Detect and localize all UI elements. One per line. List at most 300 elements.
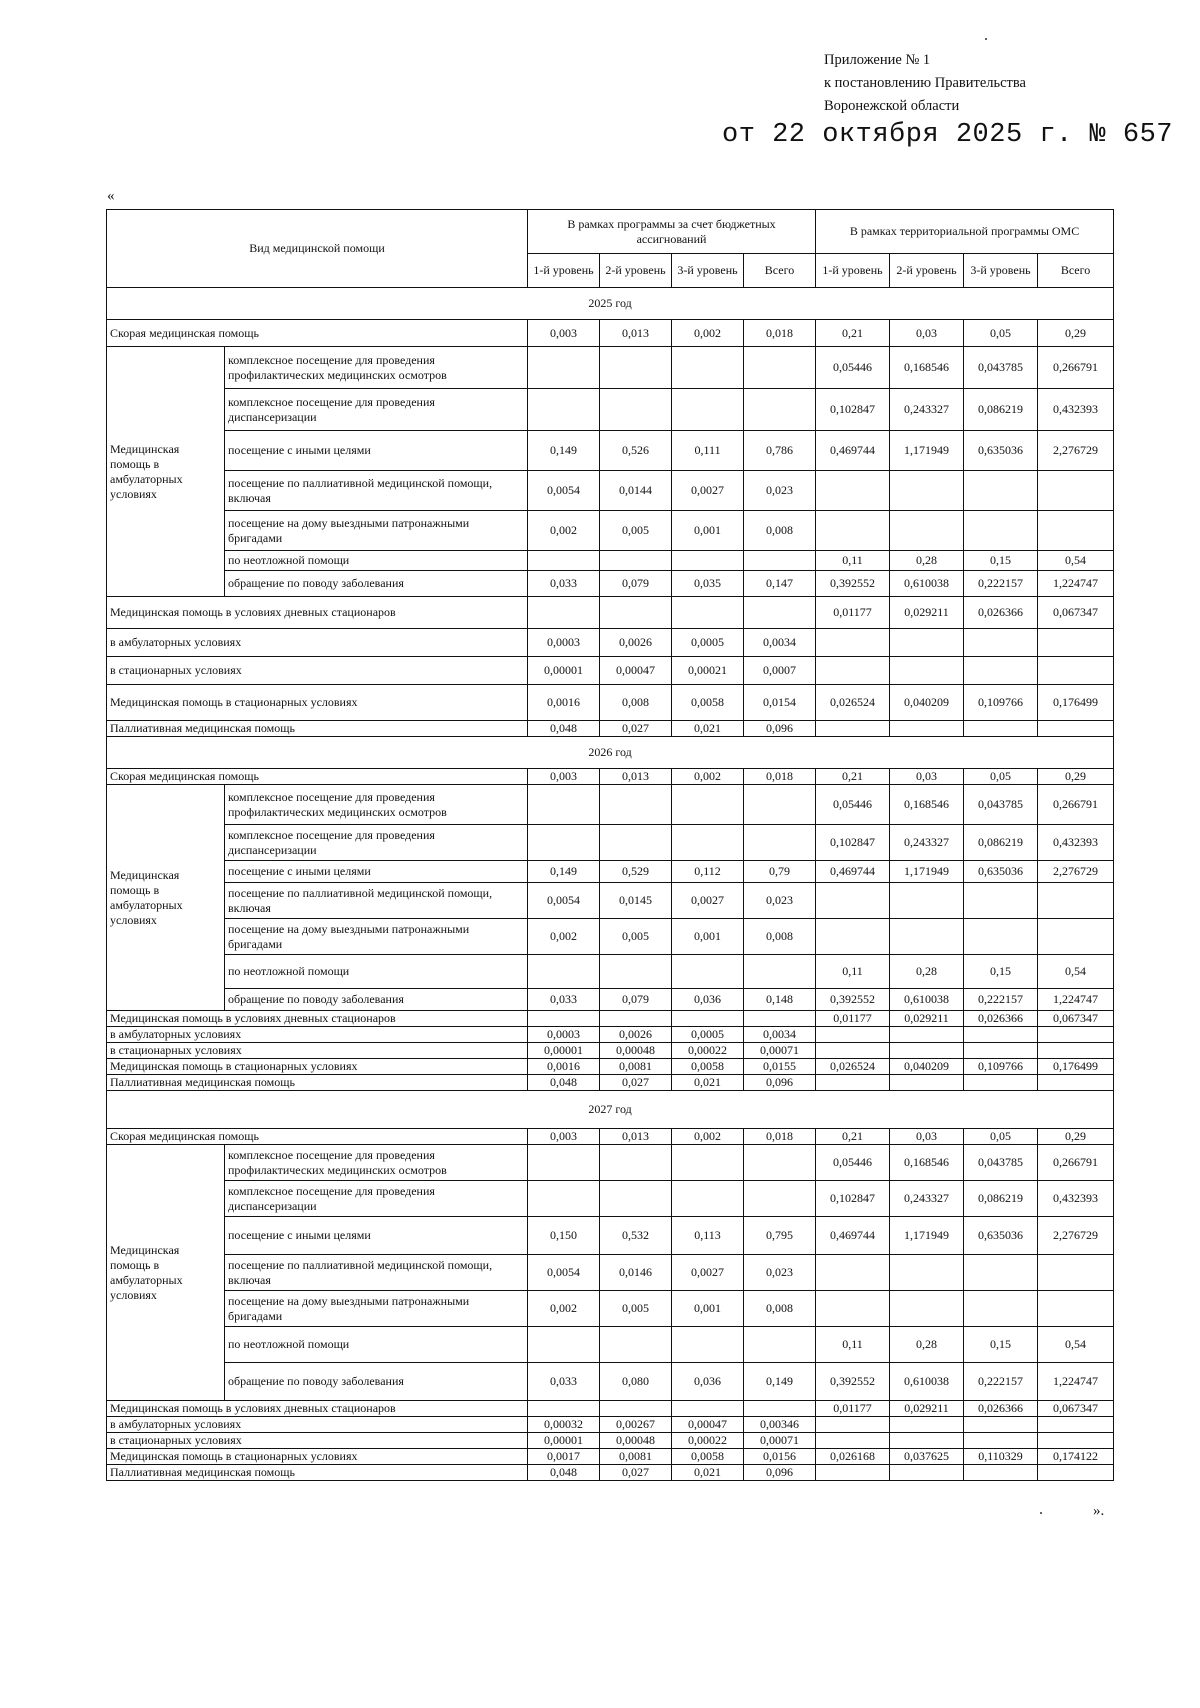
value-cell — [890, 1433, 964, 1449]
table-row — [107, 785, 1114, 825]
value-cell: 0,610038 — [890, 1363, 964, 1401]
value-cell: 0,035 — [672, 571, 744, 597]
value-cell — [964, 721, 1038, 737]
value-cell: 0,043785 — [964, 1145, 1038, 1181]
value-cell: 0,003 — [528, 769, 600, 785]
table-row — [107, 629, 1114, 657]
value-cell — [600, 347, 672, 389]
value-cell: 0,021 — [672, 721, 744, 737]
value-cell: 0,110329 — [964, 1449, 1038, 1465]
value-cell: 0,176499 — [1038, 685, 1114, 721]
row-label-day-inpatient: в стационарных условиях — [107, 1043, 528, 1059]
value-cell: 0,036 — [672, 1363, 744, 1401]
value-cell — [672, 347, 744, 389]
value-cell: 0,0034 — [744, 629, 816, 657]
value-cell — [816, 1043, 890, 1059]
table-row — [107, 1145, 1114, 1181]
value-cell: 0,086219 — [964, 825, 1038, 861]
table-row — [107, 989, 1114, 1011]
value-cell: 0,29 — [1038, 320, 1114, 347]
value-cell: 0,0081 — [600, 1449, 672, 1465]
value-cell: 0,002 — [672, 320, 744, 347]
value-cell — [600, 389, 672, 431]
value-cell — [672, 1327, 744, 1363]
value-cell: 0,080 — [600, 1363, 672, 1401]
row-label-inpatient: Медицинская помощь в стационарных условиях — [107, 1449, 528, 1465]
row-label-day-stationary: Медицинская помощь в условиях дневных стационаров — [107, 1011, 528, 1027]
value-cell — [964, 919, 1038, 955]
value-cell: 0,013 — [600, 1129, 672, 1145]
row-label-outpatient: посещение по паллиативной медицинской помощи, включая — [225, 883, 528, 919]
value-cell — [600, 1145, 672, 1181]
value-cell: 0,54 — [1038, 551, 1114, 571]
value-cell: 0,00022 — [672, 1043, 744, 1059]
row-label-outpatient: посещение на дому выездными патронажными бригадами — [225, 1291, 528, 1327]
value-cell: 0,018 — [744, 1129, 816, 1145]
value-cell: 0,002 — [528, 511, 600, 551]
value-cell: 0,002 — [528, 919, 600, 955]
value-cell: 0,112 — [672, 861, 744, 883]
value-cell: 0,027 — [600, 721, 672, 737]
value-cell — [1038, 629, 1114, 657]
value-cell — [964, 1417, 1038, 1433]
row-label-day-stationary: Медицинская помощь в условиях дневных стационаров — [107, 597, 528, 629]
value-cell — [964, 883, 1038, 919]
value-cell — [964, 629, 1038, 657]
value-cell — [672, 389, 744, 431]
value-cell: 0,026366 — [964, 1011, 1038, 1027]
table-row — [107, 1291, 1114, 1327]
row-group-outpatient: Медицинская помощь в амбулаторных условиях — [107, 1145, 225, 1401]
table-row — [107, 1401, 1114, 1417]
value-cell: 0,0155 — [744, 1059, 816, 1075]
value-cell: 0,222157 — [964, 1363, 1038, 1401]
row-label-outpatient: обращение по поводу заболевания — [225, 989, 528, 1011]
value-cell: 0,113 — [672, 1217, 744, 1255]
value-cell: 0,033 — [528, 571, 600, 597]
table-row — [107, 347, 1114, 389]
table-row — [107, 657, 1114, 685]
volume-table — [106, 209, 1114, 1481]
value-cell — [744, 1401, 816, 1417]
table-row — [107, 551, 1114, 571]
value-cell: 1,224747 — [1038, 571, 1114, 597]
value-cell: 0,003 — [528, 320, 600, 347]
table-row — [107, 1129, 1114, 1145]
value-cell — [1038, 1433, 1114, 1449]
value-cell: 0,029211 — [890, 1011, 964, 1027]
row-label-outpatient: комплексное посещение для проведения профилактических медицинских осмотров — [225, 347, 528, 389]
row-label-outpatient: по неотложной помощи — [225, 551, 528, 571]
value-cell: 0,635036 — [964, 861, 1038, 883]
value-cell: 0,0027 — [672, 471, 744, 511]
value-cell: 0,0016 — [528, 685, 600, 721]
value-cell: 0,635036 — [964, 1217, 1038, 1255]
value-cell — [890, 1417, 964, 1433]
appendix-resolution: к постановлению Правительства — [824, 75, 1026, 91]
decree-date-number: от 22 октября 2025 г. № 657 — [722, 120, 1173, 150]
value-cell — [744, 825, 816, 861]
value-cell: 0,148 — [744, 989, 816, 1011]
value-cell: 0,048 — [528, 1075, 600, 1091]
value-cell — [816, 1465, 890, 1481]
appendix-region: Воронежской области — [824, 98, 960, 114]
value-cell: 0,040209 — [890, 685, 964, 721]
value-cell: 0,05446 — [816, 785, 890, 825]
value-cell — [672, 551, 744, 571]
value-cell: 0,11 — [816, 955, 890, 989]
value-cell: 1,224747 — [1038, 1363, 1114, 1401]
value-cell: 0,222157 — [964, 571, 1038, 597]
value-cell: 0,021 — [672, 1075, 744, 1091]
row-label-outpatient: комплексное посещение для проведения профилактических медицинских осмотров — [225, 1145, 528, 1181]
value-cell: 0,003 — [528, 1129, 600, 1145]
value-cell: 0,096 — [744, 721, 816, 737]
table-row — [107, 1043, 1114, 1059]
value-cell — [744, 1011, 816, 1027]
row-label-ambulance: Скорая медицинская помощь — [107, 769, 528, 785]
value-cell — [672, 1145, 744, 1181]
value-cell — [1038, 919, 1114, 955]
value-cell — [528, 347, 600, 389]
value-cell: 0,05446 — [816, 347, 890, 389]
value-cell: 0,043785 — [964, 347, 1038, 389]
value-cell: 0,0081 — [600, 1059, 672, 1075]
table-row — [107, 1363, 1114, 1401]
value-cell: 0,168546 — [890, 785, 964, 825]
value-cell — [528, 597, 600, 629]
value-cell: 0,05 — [964, 769, 1038, 785]
table-row — [107, 769, 1114, 785]
table-row — [107, 431, 1114, 471]
value-cell — [964, 1465, 1038, 1481]
value-cell — [528, 955, 600, 989]
table-row — [107, 1433, 1114, 1449]
value-cell: 0,149 — [744, 1363, 816, 1401]
table-row — [107, 1255, 1114, 1291]
value-cell: 0,05 — [964, 1129, 1038, 1145]
value-cell — [528, 825, 600, 861]
row-group-outpatient: Медицинская помощь в амбулаторных условиях — [107, 347, 225, 597]
value-cell: 0,11 — [816, 1327, 890, 1363]
value-cell: 0,392552 — [816, 989, 890, 1011]
table-row — [107, 1181, 1114, 1217]
value-cell — [816, 883, 890, 919]
value-cell — [672, 785, 744, 825]
value-cell — [964, 657, 1038, 685]
value-cell: 0,243327 — [890, 825, 964, 861]
value-cell: 0,05 — [964, 320, 1038, 347]
value-cell — [816, 1075, 890, 1091]
value-cell: 0,027 — [600, 1075, 672, 1091]
value-cell: 0,28 — [890, 1327, 964, 1363]
value-cell: 0,79 — [744, 861, 816, 883]
value-cell: 0,002 — [528, 1291, 600, 1327]
value-cell: 0,027 — [600, 1465, 672, 1481]
value-cell: 0,176499 — [1038, 1059, 1114, 1075]
value-cell — [672, 825, 744, 861]
value-cell: 0,795 — [744, 1217, 816, 1255]
value-cell — [1038, 471, 1114, 511]
value-cell — [1038, 1417, 1114, 1433]
value-cell: 0,037625 — [890, 1449, 964, 1465]
value-cell: 1,171949 — [890, 861, 964, 883]
value-cell: 0,21 — [816, 1129, 890, 1145]
value-cell: 0,00071 — [744, 1043, 816, 1059]
value-cell: 0,029211 — [890, 597, 964, 629]
value-cell — [600, 597, 672, 629]
table-row — [107, 721, 1114, 737]
table-row — [107, 685, 1114, 721]
table-row — [107, 1059, 1114, 1075]
row-label-ambulance: Скорая медицинская помощь — [107, 320, 528, 347]
value-cell: 0,001 — [672, 919, 744, 955]
value-cell — [744, 1181, 816, 1217]
value-cell: 0,21 — [816, 769, 890, 785]
value-cell — [816, 511, 890, 551]
value-cell: 2,276729 — [1038, 431, 1114, 471]
value-cell: 0,00047 — [672, 1417, 744, 1433]
value-cell — [964, 1043, 1038, 1059]
value-cell: 0,00048 — [600, 1043, 672, 1059]
value-cell — [1038, 721, 1114, 737]
row-label-outpatient: посещение по паллиативной медицинской помощи, включая — [225, 471, 528, 511]
value-cell — [964, 471, 1038, 511]
value-cell — [816, 471, 890, 511]
table-row — [107, 1465, 1114, 1481]
value-cell: 0,0054 — [528, 1255, 600, 1291]
value-cell: 2,276729 — [1038, 861, 1114, 883]
value-cell — [528, 1327, 600, 1363]
value-cell — [672, 1181, 744, 1217]
value-cell — [528, 1181, 600, 1217]
value-cell: 0,532 — [600, 1217, 672, 1255]
value-cell: 0,0156 — [744, 1449, 816, 1465]
row-label-day-inpatient: в стационарных условиях — [107, 1433, 528, 1449]
value-cell: 0,28 — [890, 551, 964, 571]
row-label-outpatient: комплексное посещение для проведения профилактических медицинских осмотров — [225, 785, 528, 825]
value-cell: 0,033 — [528, 1363, 600, 1401]
value-cell: 0,0016 — [528, 1059, 600, 1075]
value-cell: 0,111 — [672, 431, 744, 471]
value-cell — [1038, 1075, 1114, 1091]
value-cell: 0,109766 — [964, 685, 1038, 721]
header-budget-total: Всего — [744, 254, 816, 288]
value-cell: 0,00047 — [600, 657, 672, 685]
value-cell: 0,0003 — [528, 629, 600, 657]
row-label-outpatient: посещение с иными целями — [225, 431, 528, 471]
value-cell: 0,0003 — [528, 1027, 600, 1043]
value-cell — [964, 1255, 1038, 1291]
value-cell: 0,786 — [744, 431, 816, 471]
table-row — [107, 1075, 1114, 1091]
value-cell — [816, 1417, 890, 1433]
value-cell: 0,03 — [890, 769, 964, 785]
value-cell: 0,01177 — [816, 1401, 890, 1417]
value-cell — [1038, 1043, 1114, 1059]
value-cell: 0,067347 — [1038, 597, 1114, 629]
value-cell: 0,0026 — [600, 629, 672, 657]
table-row — [107, 825, 1114, 861]
value-cell: 0,067347 — [1038, 1401, 1114, 1417]
table-row — [107, 919, 1114, 955]
value-cell: 0,222157 — [964, 989, 1038, 1011]
value-cell: 0,29 — [1038, 769, 1114, 785]
header-oms: В рамках территориальной программы ОМС — [816, 210, 1114, 254]
value-cell — [816, 657, 890, 685]
value-cell: 0,048 — [528, 1465, 600, 1481]
value-cell — [890, 1027, 964, 1043]
row-label-palliative: Паллиативная медицинская помощь — [107, 721, 528, 737]
year-heading: 2027 год — [107, 1091, 1114, 1129]
value-cell: 0,00001 — [528, 657, 600, 685]
value-cell: 0,0027 — [672, 1255, 744, 1291]
value-cell — [600, 1401, 672, 1417]
value-cell: 0,0058 — [672, 685, 744, 721]
value-cell — [964, 1075, 1038, 1091]
value-cell: 0,29 — [1038, 1129, 1114, 1145]
value-cell — [890, 657, 964, 685]
value-cell: 0,392552 — [816, 1363, 890, 1401]
value-cell: 0,00001 — [528, 1433, 600, 1449]
value-cell: 0,002 — [672, 769, 744, 785]
value-cell: 0,0007 — [744, 657, 816, 685]
row-group-outpatient: Медицинская помощь в амбулаторных условиях — [107, 785, 225, 1011]
value-cell — [528, 1011, 600, 1027]
table-row — [107, 571, 1114, 597]
header-oms-level-3: 3-й уровень — [964, 254, 1038, 288]
row-label-inpatient: Медицинская помощь в стационарных условиях — [107, 685, 528, 721]
value-cell: 0,15 — [964, 1327, 1038, 1363]
year-heading: 2025 год — [107, 288, 1114, 320]
value-cell: 1,224747 — [1038, 989, 1114, 1011]
value-cell — [964, 1291, 1038, 1327]
value-cell: 0,036 — [672, 989, 744, 1011]
value-cell: 1,171949 — [890, 431, 964, 471]
value-cell — [890, 471, 964, 511]
value-cell: 0,102847 — [816, 389, 890, 431]
value-cell: 0,526 — [600, 431, 672, 471]
value-cell: 0,0058 — [672, 1059, 744, 1075]
value-cell — [600, 955, 672, 989]
value-cell: 0,174122 — [1038, 1449, 1114, 1465]
value-cell: 0,0034 — [744, 1027, 816, 1043]
value-cell: 0,01177 — [816, 597, 890, 629]
row-label-day-stationary: Медицинская помощь в условиях дневных стационаров — [107, 1401, 528, 1417]
appendix-header — [824, 49, 1026, 118]
value-cell — [528, 1145, 600, 1181]
value-cell: 0,432393 — [1038, 1181, 1114, 1217]
value-cell — [672, 1011, 744, 1027]
value-cell: 0,008 — [600, 685, 672, 721]
value-cell: 0,05446 — [816, 1145, 890, 1181]
value-cell: 0,0058 — [672, 1449, 744, 1465]
value-cell: 0,002 — [672, 1129, 744, 1145]
value-cell — [890, 629, 964, 657]
value-cell: 0,610038 — [890, 571, 964, 597]
value-cell — [890, 1043, 964, 1059]
value-cell — [744, 597, 816, 629]
value-cell — [964, 1027, 1038, 1043]
value-cell: 0,432393 — [1038, 825, 1114, 861]
value-cell — [1038, 883, 1114, 919]
value-cell — [1038, 1465, 1114, 1481]
row-label-outpatient: посещение с иными целями — [225, 1217, 528, 1255]
table-row — [107, 320, 1114, 347]
value-cell — [890, 1255, 964, 1291]
value-cell — [744, 1327, 816, 1363]
value-cell: 0,266791 — [1038, 785, 1114, 825]
value-cell: 0,0017 — [528, 1449, 600, 1465]
value-cell — [1038, 1291, 1114, 1327]
table-row — [107, 1217, 1114, 1255]
value-cell — [816, 721, 890, 737]
value-cell: 0,0154 — [744, 685, 816, 721]
value-cell: 0,00048 — [600, 1433, 672, 1449]
value-cell: 0,54 — [1038, 1327, 1114, 1363]
value-cell: 0,432393 — [1038, 389, 1114, 431]
value-cell: 1,171949 — [890, 1217, 964, 1255]
row-label-day-ambulatory: в амбулаторных условиях — [107, 629, 528, 657]
value-cell — [1038, 1255, 1114, 1291]
closing-quote: ». — [1093, 1503, 1105, 1519]
header-oms-level-1: 1-й уровень — [816, 254, 890, 288]
table-row — [107, 1449, 1114, 1465]
row-label-outpatient: обращение по поводу заболевания — [225, 571, 528, 597]
header-budget-level-2: 2-й уровень — [600, 254, 672, 288]
value-cell: 0,109766 — [964, 1059, 1038, 1075]
value-cell: 0,026524 — [816, 685, 890, 721]
value-cell: 0,610038 — [890, 989, 964, 1011]
value-cell — [1038, 511, 1114, 551]
value-cell — [528, 389, 600, 431]
table-row — [107, 1011, 1114, 1027]
value-cell: 0,147 — [744, 571, 816, 597]
value-cell — [600, 551, 672, 571]
table-row — [107, 861, 1114, 883]
value-cell: 0,079 — [600, 571, 672, 597]
value-cell: 0,008 — [744, 919, 816, 955]
value-cell — [964, 511, 1038, 551]
value-cell: 0,005 — [600, 1291, 672, 1327]
value-cell — [672, 1401, 744, 1417]
value-cell — [890, 919, 964, 955]
value-cell — [528, 1401, 600, 1417]
value-cell: 0,11 — [816, 551, 890, 571]
value-cell: 0,008 — [744, 1291, 816, 1327]
value-cell: 0,026366 — [964, 1401, 1038, 1417]
value-cell: 0,005 — [600, 511, 672, 551]
value-cell: 0,15 — [964, 955, 1038, 989]
value-cell — [744, 785, 816, 825]
value-cell — [600, 1327, 672, 1363]
table-row — [107, 955, 1114, 989]
value-cell: 0,026168 — [816, 1449, 890, 1465]
value-cell — [744, 1145, 816, 1181]
value-cell: 0,029211 — [890, 1401, 964, 1417]
row-label-outpatient: комплексное посещение для проведения диспансеризации — [225, 1181, 528, 1217]
header-budget-level-1: 1-й уровень — [528, 254, 600, 288]
header-budget-level-3: 3-й уровень — [672, 254, 744, 288]
row-label-outpatient: посещение на дому выездными патронажными бригадами — [225, 511, 528, 551]
value-cell: 0,043785 — [964, 785, 1038, 825]
row-label-ambulance: Скорая медицинская помощь — [107, 1129, 528, 1145]
row-label-outpatient: посещение на дому выездными патронажными бригадами — [225, 919, 528, 955]
value-cell: 0,00001 — [528, 1043, 600, 1059]
value-cell — [600, 825, 672, 861]
value-cell — [816, 919, 890, 955]
value-cell: 0,469744 — [816, 431, 890, 471]
